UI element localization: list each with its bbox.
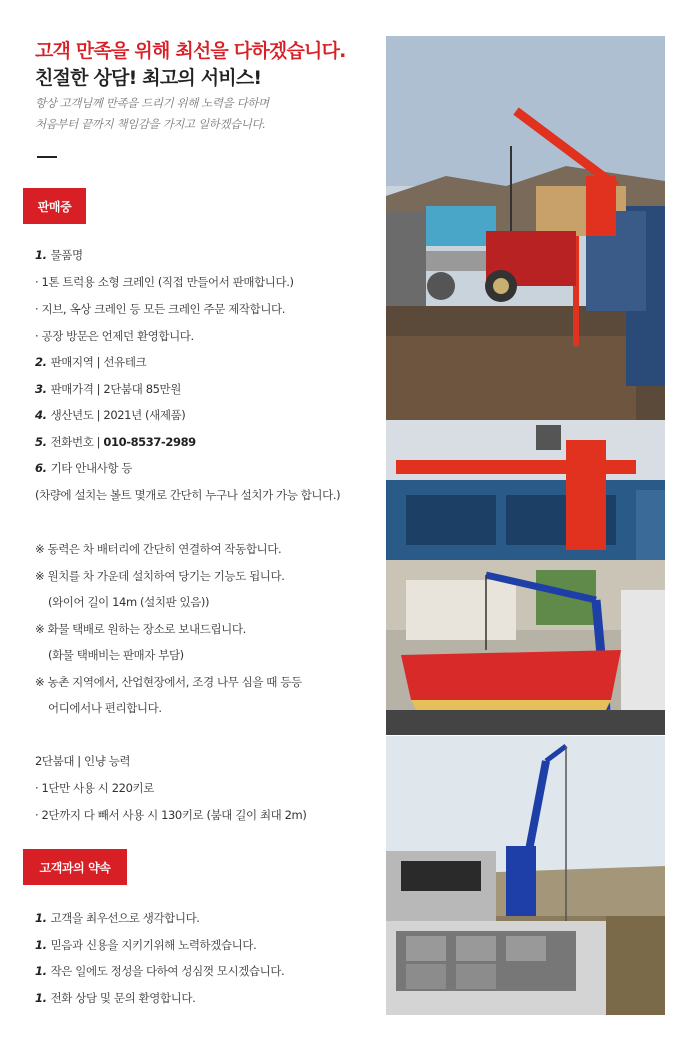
detail-item-year [35, 407, 185, 423]
photo-blue-crane-field [386, 736, 665, 1015]
detail-bullet: · 지브, 옥상 크레인 등 모든 크레인 주문 제작합니다. [35, 302, 285, 316]
intro-line-2: 처음부터 끝까지 책임감을 가지고 일하겠습니다. [35, 117, 266, 131]
detail-install-note: (차량에 설치는 볼트 몇개로 간단히 누구나 설치가 가능 합니다.) [35, 488, 341, 502]
item-number: 3. [35, 382, 47, 396]
headline-secondary: 친절한 상담! 최고의 서비스! [35, 67, 262, 89]
item-number: 1. [35, 938, 47, 952]
item-text: 판매지역 | 선유테크 [50, 355, 147, 369]
promise-text: 믿음과 신용을 지키기위해 노력하겠습니다. [50, 938, 257, 952]
note-line: ※ 농촌 지역에서, 산업현장에서, 조경 나무 심을 때 등등 [35, 675, 302, 689]
sale-badge: 판매중 [23, 188, 86, 224]
promise-text: 전화 상담 및 문의 환영합니다. [50, 991, 196, 1005]
promise-item [35, 910, 200, 926]
detail-item-phone [35, 434, 196, 450]
item-text: 생산년도 | 2021년 (새제품) [50, 408, 186, 422]
item-text: 판매가격 | 2단붐대 85만원 [50, 382, 181, 396]
item-number: 4. [35, 408, 47, 422]
phone-number: 010-8537-2989 [103, 435, 196, 449]
item-label: 전화번호 | [50, 435, 104, 449]
item-number: 5. [35, 435, 47, 449]
headline-primary: 고객 만족을 위해 최선을 다하겠습니다. [35, 40, 346, 62]
photo-blue-crane-boat [386, 560, 665, 735]
divider-dash [37, 156, 57, 158]
promise-item [35, 937, 256, 953]
item-number: 2. [35, 355, 47, 369]
item-number: 1. [35, 911, 47, 925]
photo-red-crane-truck [386, 420, 665, 560]
note-subline: (와이어 길이 14m (설치판 있음)) [48, 595, 210, 609]
promise-text: 작은 일에도 정성을 다하여 성심껏 모시겠습니다. [50, 964, 285, 978]
note-subline: 어디에서나 편리합니다. [48, 701, 162, 715]
note-subline: (화물 택배비는 판매자 부담) [48, 648, 184, 662]
intro-line-1: 항상 고객님께 만족을 드리기 위해 노력을 다하며 [35, 96, 269, 110]
detail-item-name [35, 247, 83, 263]
detail-item-region [35, 354, 146, 370]
item-number: 1. [35, 964, 47, 978]
promise-badge: 고객과의 약속 [23, 849, 127, 885]
detail-bullet: · 공장 방문은 언제던 환영합니다. [35, 329, 194, 343]
item-label: 물품명 [50, 248, 83, 262]
note-line: ※ 화물 택배로 원하는 장소로 보내드립니다. [35, 622, 246, 636]
detail-item-price [35, 381, 181, 397]
item-text: 기타 안내사항 등 [50, 461, 133, 475]
promise-item [35, 963, 284, 979]
item-number: 1. [35, 248, 47, 262]
capacity-line: · 2단까지 다 빼서 사용 시 130키로 (붐대 길이 최대 2m) [35, 808, 307, 822]
detail-bullet: · 1톤 트럭용 소형 크레인 (직접 만들어서 판매합니다.) [35, 275, 294, 289]
capacity-title: 2단붐대 | 인냥 능력 [35, 754, 131, 768]
promise-text: 고객을 최우선으로 생각합니다. [50, 911, 200, 925]
item-number: 1. [35, 991, 47, 1005]
note-line: ※ 동력은 차 배터리에 간단히 연결하여 작동합니다. [35, 542, 282, 556]
note-line: ※ 원치를 차 가운데 설치하여 당기는 기능도 됩니다. [35, 569, 285, 583]
promise-item [35, 990, 195, 1006]
item-number: 6. [35, 461, 47, 475]
photo-red-crane-tiller [386, 36, 665, 420]
capacity-line: · 1단만 사용 시 220키로 [35, 781, 154, 795]
detail-item-etc [35, 460, 132, 476]
